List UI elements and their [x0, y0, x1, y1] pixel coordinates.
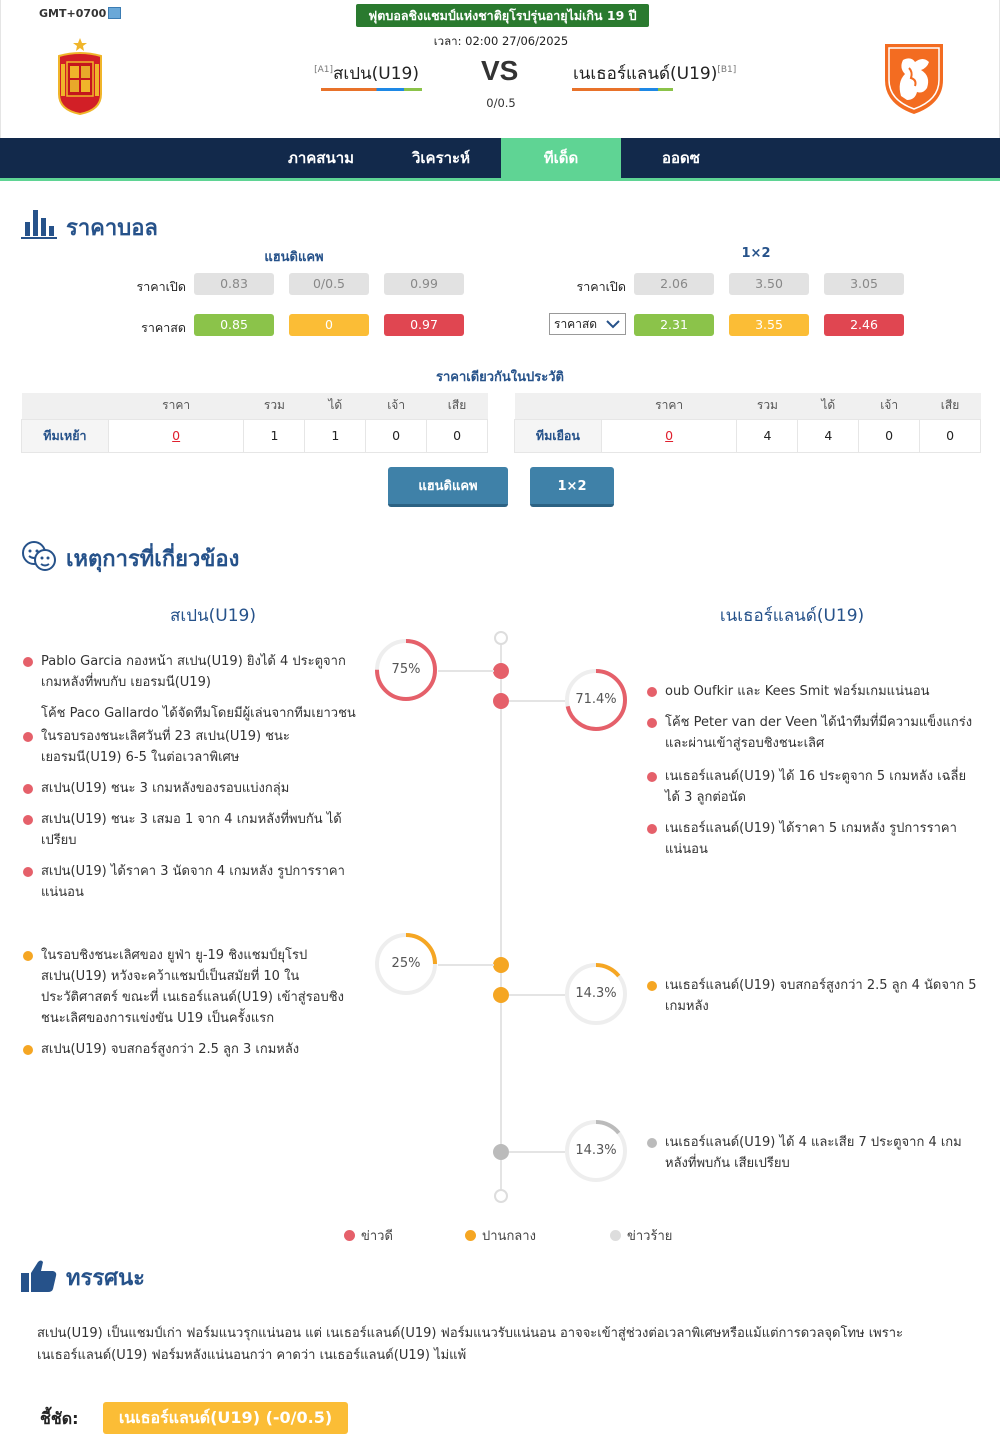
home-price-link[interactable]: 0 [108, 419, 244, 452]
home-neutral-pct: 25% [391, 956, 421, 971]
timeline-good-home [493, 663, 509, 679]
hdp-open-label: ราคาเปิด [136, 279, 186, 294]
timeline-line [500, 640, 502, 1198]
history-table-home: ราคา รวม ได้ เจ้า เสีย ทีมเหย้า 0 1 1 0 0 [21, 393, 488, 453]
tab-odds[interactable]: ออดซ [662, 149, 700, 167]
x12-live-home: 2.31 [634, 314, 714, 336]
x12-open-label: ราคาเปิด [576, 279, 626, 294]
legend-bad: ข่าวร้าย [610, 1225, 672, 1246]
timeline-start [494, 631, 508, 645]
x12-open-draw: 3.50 [729, 273, 809, 295]
x12-live-away: 2.46 [824, 314, 904, 336]
away-good-pct: 71.4% [575, 692, 617, 707]
timeline-end [494, 1189, 508, 1203]
home-form-bar [321, 88, 422, 91]
list-item: สเปน(U19) ชนะ 3 เกมหลังของรอบแบ่งกลุ่ม [41, 778, 361, 799]
pick-label: ชี้ชัด: [40, 1409, 79, 1428]
chevron-down-icon [605, 317, 621, 331]
timeline-neutral-away [493, 987, 509, 1003]
list-item: ในรอบชิงชนะเลิศของ ยูฟ่า ยู-19 ชิงแชมป์ยุโรป สเปน(U19) หวังจะคว้าแชมป์เป็นสมัยที่ 10 ในประวัติศาสตร์ ขณะที่ เนเธอร์แลนด์(U19) เข้าสู่รอบชิงชนะเลิศของการแข่งขัน U19 เป็นครั้งแรก [41, 945, 351, 1029]
thumbs-up-icon [20, 1258, 58, 1294]
league-title[interactable]: ฟุตบอลชิงแชมป์แห่งชาติยุโรปรุ่นอายุไม่เกิน 19 ปี [356, 4, 649, 27]
tab-analysis[interactable]: วิเคราะห์ [411, 149, 470, 167]
history-table-away: ราคา รวม ได้ เจ้า เสีย ทีมเยือน 0 4 4 0 0 [514, 393, 981, 453]
bar-chart-icon [20, 208, 58, 240]
home-team-name[interactable]: [A1]สเปน(U19) [314, 64, 419, 84]
pick-value: เนเธอร์แลนด์(U19) (-0/0.5) [103, 1402, 348, 1434]
legend-good: ข่าวดี [344, 1225, 393, 1246]
list-item: สเปน(U19) ชนะ 3 เสมอ 1 จาก 4 เกมหลังที่พบกัน ได้เปรียบ [41, 809, 361, 851]
list-item: สเปน(U19) ได้ราคา 3 นัดจาก 4 เกมหลัง รูปการราคาแน่นอน [41, 861, 361, 903]
events-home-team: สเปน(U19) [170, 606, 256, 626]
x12-open-away: 3.05 [824, 273, 904, 295]
list-item: โค้ช Peter van der Veen ได้นำทีมที่มีความแข็งแกร่งและผ่านเข้าสู่รอบชิงชนะเลิศ [665, 712, 980, 754]
handicap-button[interactable]: แฮนดิแคพ [388, 467, 508, 507]
tab-tips[interactable]: ทีเด็ด [501, 138, 621, 178]
verdict-text: สเปน(U19) เป็นแชมป์เก่า ฟอร์มแนวรุกแน่นอน แต่ เนเธอร์แลนด์(U19) ฟอร์มแนวรับแน่นอน อาจจะเข้าสู่ช่วงต่อเวลาพิเศษหรือแม้แต่การดวลจุดโทษ เพราะ เนเธอร์แลนด์(U19) ฟอร์มหลังแน่นอนกว่า คาดว่า เนเธอร์แลนด์(U19) ไม่แพ้ [37, 1326, 903, 1363]
hdp-open-line: 0/0.5 [289, 273, 369, 295]
legend-neutral: ปานกลาง [465, 1225, 536, 1246]
away-price-link[interactable]: 0 [601, 419, 737, 452]
handicap-value: 0/0.5 [486, 96, 516, 110]
history-title: ราคาเดียวกันในประวัติ [435, 370, 565, 385]
timezone-label[interactable]: GMT+0700 [39, 7, 121, 20]
x12-button[interactable]: 1×2 [530, 467, 614, 507]
match-time: เวลา: 02:00 27/06/2025 [433, 34, 569, 48]
x12-live-draw: 3.55 [729, 314, 809, 336]
x12-open-home: 2.06 [634, 273, 714, 295]
table-row: ทีมเยือน 0 4 4 0 0 [515, 419, 981, 452]
main-nav [0, 138, 1000, 181]
hdp-live-home: 0.85 [194, 314, 274, 336]
list-item: เนเธอร์แลนด์(U19) ได้ราคา 5 เกมหลัง รูปการราคาแน่นอน [665, 818, 980, 860]
list-item: เนเธอร์แลนด์(U19) จบสกอร์สูงกว่า 2.5 ลูก 4 นัดจาก 5 เกมหลัง [665, 975, 985, 1017]
list-item: เนเธอร์แลนด์(U19) ได้ 4 และเสีย 7 ประตูจาก 4 เกมหลังที่พบกัน เสียเปรียบ [665, 1132, 980, 1174]
hdp-open-away: 0.99 [384, 273, 464, 295]
info-icon[interactable] [108, 7, 121, 19]
faces-icon [20, 539, 58, 573]
away-team-name[interactable]: เนเธอร์แลนด์(U19)[B1] [573, 64, 737, 84]
events-away-team: เนเธอร์แลนด์(U19) [719, 606, 865, 626]
timeline-neutral-home [493, 957, 509, 973]
tab-field[interactable]: ภาคสนาม [287, 149, 355, 167]
timeline-good-away [493, 693, 509, 709]
timeline-bad-away [493, 1144, 509, 1160]
away-form-bar [572, 88, 673, 91]
vs-label: VS [481, 55, 519, 86]
hdp-live-line: 0 [289, 314, 369, 336]
home-good-pct: 75% [391, 662, 421, 677]
list-item: เนเธอร์แลนด์(U19) ได้ 16 ประตูจาก 5 เกมหลัง เฉลี่ยได้ 3 ลูกต่อนัด [665, 766, 980, 808]
away-neutral-pct: 14.3% [575, 986, 617, 1001]
odds-section-title: ราคาบอล [20, 208, 320, 242]
away-bad-pct: 14.3% [575, 1143, 617, 1158]
hdp-live-label: ราคาสด [141, 320, 186, 335]
handicap-group-title: แฮนดิแคพ [264, 250, 324, 265]
match-header [0, 0, 1000, 138]
events-section-title: เหตุการที่เกี่ยวข้อง [20, 539, 340, 575]
list-item: โค้ช Paco Gallardo ได้จัดทีมโดยมีผู้เล่นจากทีมเยาวชน [41, 703, 361, 724]
verdict-section-title: ทรรศนะ [20, 1258, 320, 1294]
list-item: สเปน(U19) จบสกอร์สูงกว่า 2.5 ลูก 3 เกมหลัง [41, 1039, 361, 1060]
hdp-live-away: 0.97 [384, 314, 464, 336]
x12-group-title: 1×2 [741, 246, 771, 261]
hdp-open-home: 0.83 [194, 273, 274, 295]
list-item: Pablo Garcia กองหน้า สเปน(U19) ยิงได้ 4 ประตูจากเกมหลังที่พบกับ เยอรมนี(U19) [41, 651, 361, 693]
list-item: ในรอบรองชนะเลิศวันที่ 23 สเปน(U19) ชนะเยอรมนี(U19) 6-5 ในต่อเวลาพิเศษ [41, 726, 361, 768]
list-item: oub Oufkir และ Kees Smit ฟอร์มเกมแน่นอน [665, 681, 980, 702]
table-row: ทีมเหย้า 0 1 1 0 0 [22, 419, 488, 452]
odds-type-select[interactable]: ราคาสด [549, 313, 626, 335]
netherlands-crest-icon [881, 38, 947, 116]
